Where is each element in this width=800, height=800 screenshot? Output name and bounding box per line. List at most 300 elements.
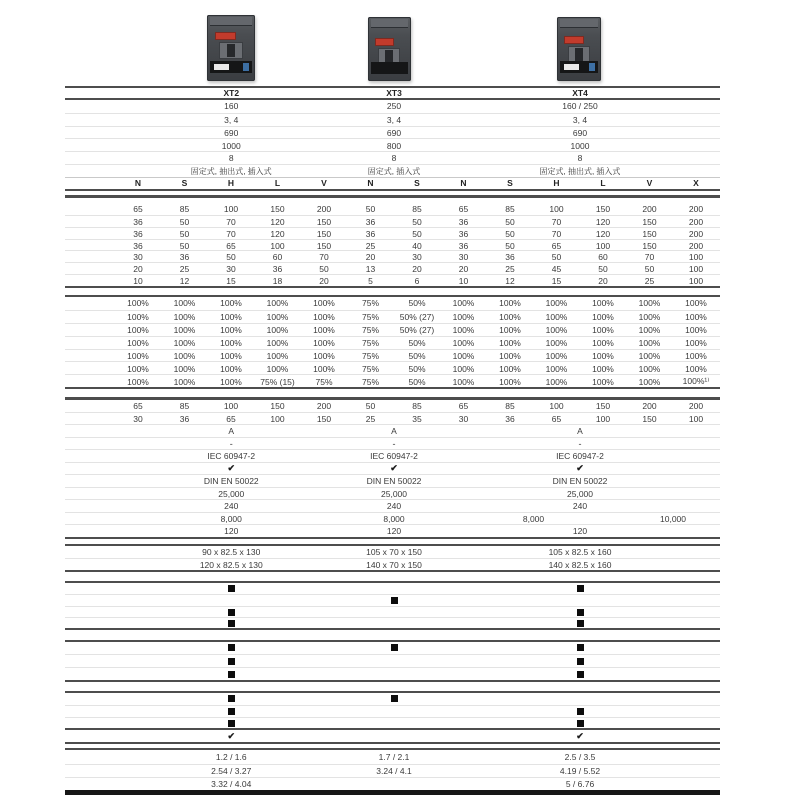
insulation-voltage-row-cell: 1000 (221, 140, 241, 151)
product-model: XT2 (223, 87, 240, 98)
model-header-row (65, 88, 720, 98)
service-breaking-row-cell: 75% (361, 312, 379, 323)
column-header-row-cell: N (134, 178, 142, 189)
breaking-capacity-row-cell: 60 (598, 252, 608, 263)
utilization-category-row-cell: A (228, 426, 235, 437)
rated-voltage-row-cell: 690 (386, 127, 402, 138)
feature-square (228, 585, 235, 592)
feature-row (65, 642, 720, 655)
making-capacity-row-cell: 30 (458, 413, 469, 424)
service-breaking-row-cell: 100%¹⁾ (682, 376, 710, 387)
service-breaking-row-cell: 75% (361, 338, 379, 349)
breaker-image-xt3 (368, 17, 411, 81)
service-breaking-row-cell: 100% (592, 363, 614, 374)
making-capacity-row-cell: 30 (133, 413, 143, 424)
service-breaking-row-cell: 100% (127, 298, 149, 309)
service-breaking-row (65, 349, 720, 363)
din-rail-row-cell: DIN EN 50022 (552, 476, 608, 487)
poles-row-cell: 3, 4 (386, 115, 402, 126)
making-capacity-row-cell: 35 (412, 413, 422, 424)
service-breaking-row-cell: 100% (173, 363, 196, 374)
breaking-capacity-row-cell: 30 (458, 252, 469, 263)
electrical-life-cell: 8,000 (220, 513, 242, 524)
breaking-capacity-row-cell: 36 (133, 217, 143, 228)
breaking-capacity-row-cell: 200 (316, 204, 332, 215)
making-capacity-row-cell: 100 (595, 413, 611, 424)
breaking-capacity-row-cell: 36 (458, 217, 469, 228)
product-model: XT4 (572, 87, 588, 98)
making-capacity-row (65, 400, 720, 412)
breaking-capacity-row-cell: 100 (223, 204, 239, 215)
service-breaking-row-cell: 100% (313, 298, 335, 309)
breaking-capacity-row-cell: 70 (226, 217, 236, 228)
breaking-capacity-row-cell: 100 (688, 252, 704, 263)
standard-check-row-cell: ✔ (227, 463, 236, 474)
service-breaking-row-cell: 100% (499, 376, 521, 387)
electrical-life-row (65, 512, 720, 526)
making-capacity-row-cell: 200 (642, 400, 657, 411)
insulation-voltage-row-cell: 1000 (570, 140, 590, 151)
breaking-capacity-row-cell: 150 (316, 228, 332, 239)
column-header-row-cell: N (367, 178, 374, 189)
breaker-image-xt2 (207, 15, 255, 81)
service-breaking-row-cell: 100% (220, 338, 242, 349)
service-breaking-row-cell: 100% (638, 325, 661, 336)
breaking-capacity-row-cell: 200 (642, 204, 657, 215)
din-rail-row-cell: DIN EN 50022 (203, 476, 259, 487)
standard-row (65, 449, 720, 463)
dash-row-cell: - (392, 438, 396, 449)
service-breaking-row-cell: 100% (127, 325, 149, 336)
breaking-capacity-row-cell: 20 (319, 275, 329, 286)
breaking-capacity-row-cell: 50 (505, 217, 515, 228)
breaking-capacity-row-cell: 36 (133, 228, 143, 239)
service-breaking-row-cell: 100% (545, 312, 568, 323)
column-header-row-cell: S (181, 178, 188, 189)
feature-square (228, 708, 235, 715)
feature-row (65, 693, 720, 705)
mechanical-frequency-row-cell: 240 (386, 501, 402, 512)
service-breaking-row-cell: 100% (545, 350, 568, 361)
service-breaking-row-cell: 100% (499, 363, 521, 374)
making-capacity-row-cell: 65 (133, 400, 143, 411)
breaking-capacity-row-cell: 50 (505, 240, 515, 251)
dash-row (65, 437, 720, 451)
breaker-top-panel (371, 19, 408, 28)
service-breaking-row-cell: 100% (452, 312, 475, 323)
rated-voltage-row (65, 126, 720, 140)
column-header-row-cell: L (600, 178, 606, 189)
poles-row (65, 113, 720, 127)
making-capacity-row-cell: 36 (179, 413, 190, 424)
breaking-capacity-row-cell: 200 (688, 228, 704, 239)
breaking-capacity-row-cell: 36 (133, 240, 143, 251)
feature-row (65, 667, 720, 681)
weight-row-cell: 4.19 / 5.52 (559, 766, 601, 776)
service-breaking-row-cell: 100% (685, 312, 707, 323)
breaking-capacity-row-cell: 36 (365, 228, 376, 239)
service-breaking-row-cell: 100% (592, 350, 614, 361)
breaking-capacity-row-cell: 85 (179, 204, 190, 215)
service-breaking-row-cell: 100% (638, 363, 661, 374)
breaking-capacity-row-cell: 36 (458, 240, 469, 251)
service-breaking-row-cell: 50% (408, 338, 426, 349)
breaker-chip (589, 63, 595, 71)
table-rule (65, 537, 720, 539)
poles-row-cell: 3, 4 (224, 115, 239, 126)
feature-square (577, 720, 584, 727)
breaking-capacity-row-cell: 65 (458, 204, 469, 215)
poles-row-cell: 3, 4 (572, 115, 588, 126)
table-rule (65, 570, 720, 572)
service-breaking-row-cell: 75% (315, 376, 333, 387)
breaking-capacity-row-cell: 10 (133, 275, 143, 286)
service-breaking-row-cell: 50% (408, 350, 426, 361)
feature-square (228, 658, 235, 665)
breaking-capacity-row-cell: 200 (688, 217, 704, 228)
service-breaking-row-cell: 100% (173, 325, 196, 336)
making-capacity-row-cell: 25 (365, 413, 376, 424)
service-breaking-row-cell: 100% (685, 350, 707, 361)
standard-check-row-cell: ✔ (390, 463, 398, 474)
service-breaking-row (65, 310, 720, 324)
service-breaking-row-cell: 100% (499, 312, 521, 323)
versions-row (65, 164, 720, 178)
frame-size-row-cell: 160 / 250 (562, 101, 598, 112)
making-capacity-row-cell: 150 (316, 413, 332, 424)
service-breaking-row-cell: 50% (408, 363, 426, 374)
breaking-capacity-row-cell: 50 (598, 263, 608, 274)
breaking-capacity-row-cell: 70 (551, 228, 562, 239)
breaking-capacity-row-cell: 30 (226, 263, 236, 274)
service-breaking-row-cell: 75% (15) (260, 376, 295, 387)
making-capacity-row-cell: 150 (642, 413, 657, 424)
feature-square (391, 644, 398, 651)
weight-row (65, 764, 720, 778)
breaking-capacity-row-cell: 150 (642, 240, 657, 251)
service-breaking-row-cell: 100% (638, 376, 661, 387)
feature-square (577, 644, 584, 651)
service-breaking-row-cell: 100% (499, 325, 521, 336)
dash-row-cell: - (578, 438, 582, 449)
service-breaking-row-cell: 75% (361, 298, 379, 309)
column-header-row-cell: X (693, 178, 699, 189)
table-rule (65, 387, 720, 389)
utilization-category-row-cell: A (577, 426, 583, 437)
service-breaking-row-cell: 100% (452, 350, 475, 361)
service-breaking-row-cell: 100% (545, 363, 568, 374)
breaking-capacity-row-cell: 65 (551, 240, 562, 251)
service-breaking-row-cell: 100% (220, 312, 242, 323)
dimensions-row (65, 558, 720, 571)
mechanical-life-row-cell: 25,000 (567, 488, 593, 499)
breaking-capacity-row-cell: 60 (272, 252, 283, 263)
service-breaking-row-cell: 100% (220, 350, 242, 361)
dimensions-row-cell: 105 x 82.5 x 160 (548, 546, 612, 557)
abb-red-label (565, 37, 583, 43)
service-breaking-row-cell: 100% (127, 338, 149, 349)
breaking-capacity-row-cell: 25 (505, 263, 515, 274)
dimensions-row (65, 546, 720, 558)
dimensions-row-cell: 140 x 70 x 150 (366, 560, 422, 571)
breaking-capacity-row-cell: 50 (644, 263, 655, 274)
dash-row-cell: - (229, 438, 233, 449)
service-breaking-row-cell: 100% (313, 350, 335, 361)
column-header-row-cell: N (460, 178, 467, 189)
feature-square (577, 671, 584, 678)
weight-row-cell: 3.24 / 4.1 (376, 766, 412, 776)
breaking-capacity-row-cell: 45 (551, 263, 562, 274)
service-breaking-row-cell: 100% (266, 338, 289, 349)
service-breaking-row-cell: 100% (266, 325, 289, 336)
service-breaking-row-cell: 100% (545, 298, 568, 309)
breaking-capacity-row-cell: 120 (595, 228, 611, 239)
breaker-image-xt4 (557, 17, 601, 81)
breaking-capacity-row-cell: 150 (316, 217, 332, 228)
service-breaking-row-cell: 100% (685, 338, 707, 349)
service-breaking-row-cell: 75% (361, 325, 379, 336)
breaking-capacity-row-cell: 25 (644, 275, 655, 286)
service-breaking-row-cell: 100% (592, 298, 614, 309)
weight-row-cell: 1.2 / 1.6 (215, 752, 247, 762)
breaking-capacity-row-cell: 65 (133, 204, 143, 215)
service-breaking-row-cell: 75% (361, 363, 379, 374)
dimensions-row-cell: 120 x 82.5 x 130 (199, 560, 263, 571)
standard-row-cell: IEC 60947-2 (370, 451, 418, 462)
feature-square (391, 597, 398, 604)
mechanical-life-row-cell: 25,000 (218, 488, 245, 499)
service-breaking-row-cell: 75% (361, 350, 379, 361)
electrical-frequency-row-cell: 120 (224, 526, 239, 537)
electrical-life-cell: 8,000 (522, 513, 545, 524)
electrical-life-cell: 8,000 (383, 513, 405, 524)
service-breaking-row-cell: 100% (313, 338, 335, 349)
service-breaking-row-cell: 100% (173, 376, 196, 387)
service-breaking-row-cell: 100% (545, 376, 568, 387)
making-capacity-row (65, 412, 720, 425)
table-rule (65, 742, 720, 744)
breaking-capacity-row-cell: 150 (642, 217, 657, 228)
service-breaking-row-cell: 100% (592, 338, 614, 349)
column-header-row-cell: H (553, 178, 560, 189)
breaking-capacity-row-cell: 50 (226, 252, 236, 263)
service-breaking-row-cell: 50% (27) (399, 325, 435, 336)
feature-square (228, 695, 235, 702)
breaking-capacity-row-cell: 6 (414, 275, 420, 286)
table-rule (65, 628, 720, 630)
service-breaking-row-cell: 100% (685, 363, 707, 374)
breaking-capacity-row-cell: 25 (179, 263, 190, 274)
final-check-row (65, 730, 720, 742)
service-breaking-row-cell: 50% (408, 298, 426, 309)
service-breaking-row (65, 323, 720, 337)
service-breaking-row-cell: 100% (499, 350, 521, 361)
breaking-capacity-row-cell: 50 (551, 252, 562, 263)
mechanical-frequency-row (65, 499, 720, 513)
breaking-capacity-row-cell: 40 (412, 240, 422, 251)
service-breaking-row-cell: 100% (220, 298, 242, 309)
making-capacity-row-cell: 100 (223, 400, 239, 411)
breaking-capacity-row-cell: 50 (365, 204, 376, 215)
standard-row-cell: IEC 60947-2 (207, 451, 256, 462)
breaking-capacity-row-cell: 100 (270, 240, 285, 251)
feature-square (228, 720, 235, 727)
service-breaking-row-cell: 100% (266, 298, 289, 309)
breaking-capacity-row-cell: 12 (179, 275, 190, 286)
service-breaking-row-cell: 100% (592, 376, 614, 387)
breaking-capacity-row-cell: 20 (598, 275, 608, 286)
versions-row-cell: 固定式, 抽出式, 插入式 (190, 166, 272, 176)
feature-square (577, 658, 584, 665)
making-capacity-row-cell: 36 (505, 413, 515, 424)
breaking-capacity-row-cell: 15 (551, 275, 562, 286)
din-rail-row-cell: DIN EN 50022 (366, 476, 422, 487)
service-breaking-row-cell: 100% (127, 376, 149, 387)
making-capacity-row-cell: 65 (551, 413, 562, 424)
column-header-row-cell: V (646, 178, 653, 189)
service-breaking-row-cell: 50% (408, 376, 426, 387)
breaker-top-panel (560, 19, 598, 28)
service-breaking-row-cell: 100% (313, 325, 335, 336)
service-breaking-row-cell: 75% (361, 376, 379, 387)
service-breaking-row (65, 374, 720, 388)
product-model: XT3 (386, 87, 402, 98)
breaking-capacity-row-cell: 5 (368, 275, 373, 286)
frame-size-row-cell: 250 (386, 101, 402, 112)
weight-row-cell: 2.5 / 3.5 (564, 752, 596, 762)
service-breaking-row-cell: 100% (452, 363, 475, 374)
service-breaking-row-cell: 100% (638, 338, 661, 349)
service-breaking-row-cell: 100% (313, 312, 335, 323)
feature-square (577, 609, 584, 616)
column-header-row-cell: S (507, 178, 513, 189)
breaking-capacity-row-cell: 50 (412, 217, 422, 228)
service-breaking-row-cell: 100% (220, 376, 242, 387)
service-breaking-row-cell: 100% (220, 363, 242, 374)
breaking-capacity-row-cell: 50 (179, 228, 190, 239)
mechanical-frequency-row-cell: 240 (572, 501, 588, 512)
versions-row-cell: 固定式, 抽出式, 插入式 (539, 166, 621, 176)
insulation-voltage-row-cell: 800 (386, 140, 402, 151)
abb-red-label (216, 33, 235, 39)
service-breaking-row-cell: 100% (685, 298, 707, 309)
service-breaking-row-cell: 100% (173, 338, 196, 349)
weight-row-cell: 2.54 / 3.27 (211, 766, 252, 776)
breaking-capacity-row-cell: 200 (688, 240, 704, 251)
breaking-capacity-row-cell: 120 (270, 228, 285, 239)
column-header-row-cell: L (274, 178, 281, 189)
breaking-capacity-row-cell: 50 (179, 240, 190, 251)
breaking-capacity-row-cell: 150 (642, 228, 657, 239)
feature-square (228, 644, 235, 651)
service-breaking-row-cell: 100% (127, 312, 149, 323)
feature-square (577, 585, 584, 592)
service-breaking-row-cell: 100% (452, 338, 475, 349)
electrical-frequency-row-cell: 120 (386, 526, 402, 537)
service-breaking-row-cell: 100% (173, 350, 196, 361)
standard-check-row-cell: ✔ (576, 463, 584, 474)
making-capacity-row-cell: 85 (505, 400, 515, 411)
service-breaking-row-cell: 100% (638, 312, 661, 323)
dimensions-row-cell: 140 x 82.5 x 160 (548, 560, 612, 571)
breaking-capacity-row-cell: 36 (272, 263, 283, 274)
making-capacity-row-cell: 65 (226, 413, 236, 424)
service-breaking-row-cell: 100% (266, 350, 289, 361)
weight-row (65, 751, 720, 764)
table-rule (65, 680, 720, 682)
breaking-capacity-row-cell: 150 (595, 204, 611, 215)
feature-square (577, 620, 584, 627)
feature-row (65, 583, 720, 594)
service-breaking-row-cell: 100% (452, 376, 475, 387)
breaking-capacity-row-cell: 13 (365, 263, 376, 274)
service-breaking-row-cell: 100% (545, 338, 568, 349)
breaking-capacity-row-cell: 100 (595, 240, 611, 251)
mechanical-frequency-row-cell: 240 (224, 501, 239, 512)
breaking-capacity-row-cell: 50 (412, 228, 422, 239)
breaking-capacity-row-cell: 36 (179, 252, 190, 263)
service-breaking-row-cell: 100% (173, 298, 196, 309)
service-breaking-row-cell: 100% (592, 312, 614, 323)
dimensions-row-cell: 90 x 82.5 x 130 (202, 546, 261, 557)
column-header-row-cell: H (227, 178, 235, 189)
breaker-chip (243, 63, 249, 71)
breaking-capacity-row-cell: 150 (316, 240, 332, 251)
breaking-capacity-row (65, 204, 720, 216)
breaking-capacity-row-cell: 36 (365, 217, 376, 228)
weight-row-cell: 1.7 / 2.1 (378, 752, 410, 762)
impulse-voltage-row (65, 151, 720, 165)
frame-size-row (65, 100, 720, 113)
weight-row-cell: 3.32 / 4.04 (211, 779, 252, 789)
service-breaking-row-cell: 100% (313, 363, 335, 374)
service-breaking-row-cell: 100% (127, 363, 149, 374)
weight-row (65, 777, 720, 791)
making-capacity-row-cell: 150 (270, 400, 285, 411)
breaking-capacity-row-cell: 30 (133, 252, 143, 263)
table-rule (65, 286, 720, 288)
breaking-capacity-row-cell: 20 (412, 263, 422, 274)
rated-voltage-row-cell: 690 (224, 127, 239, 138)
breaking-capacity-row-cell: 50 (505, 228, 515, 239)
column-header-row-cell: S (414, 178, 420, 189)
breaking-capacity-row-cell: 18 (272, 275, 283, 286)
service-breaking-row-cell: 100% (545, 325, 568, 336)
service-breaking-row (65, 297, 720, 310)
breaking-capacity-row-cell: 85 (505, 204, 515, 215)
making-capacity-row-cell: 200 (688, 400, 704, 411)
service-breaking-row-cell: 100% (685, 325, 707, 336)
breaking-capacity-row-cell: 85 (412, 204, 422, 215)
mechanical-life-row-cell: 25,000 (381, 488, 407, 499)
feature-square (228, 671, 235, 678)
table-rule (65, 195, 720, 197)
feature-square (228, 609, 235, 616)
final-check-row-cell: ✔ (576, 730, 584, 741)
frame-size-row-cell: 160 (224, 101, 239, 112)
breaker-top-panel (210, 17, 252, 26)
making-capacity-row-cell: 100 (549, 400, 564, 411)
service-breaking-row-cell: 100% (266, 312, 289, 323)
service-breaking-row-cell: 100% (499, 298, 521, 309)
service-breaking-row-cell: 100% (638, 298, 661, 309)
utilization-category-row-cell: A (391, 426, 397, 437)
making-capacity-row-cell: 50 (365, 400, 376, 411)
breaker-display-band (210, 61, 252, 73)
impulse-voltage-row-cell: 8 (577, 153, 583, 164)
service-breaking-row-cell: 100% (127, 350, 149, 361)
versions-row-cell: 固定式, 插入式 (367, 166, 421, 176)
